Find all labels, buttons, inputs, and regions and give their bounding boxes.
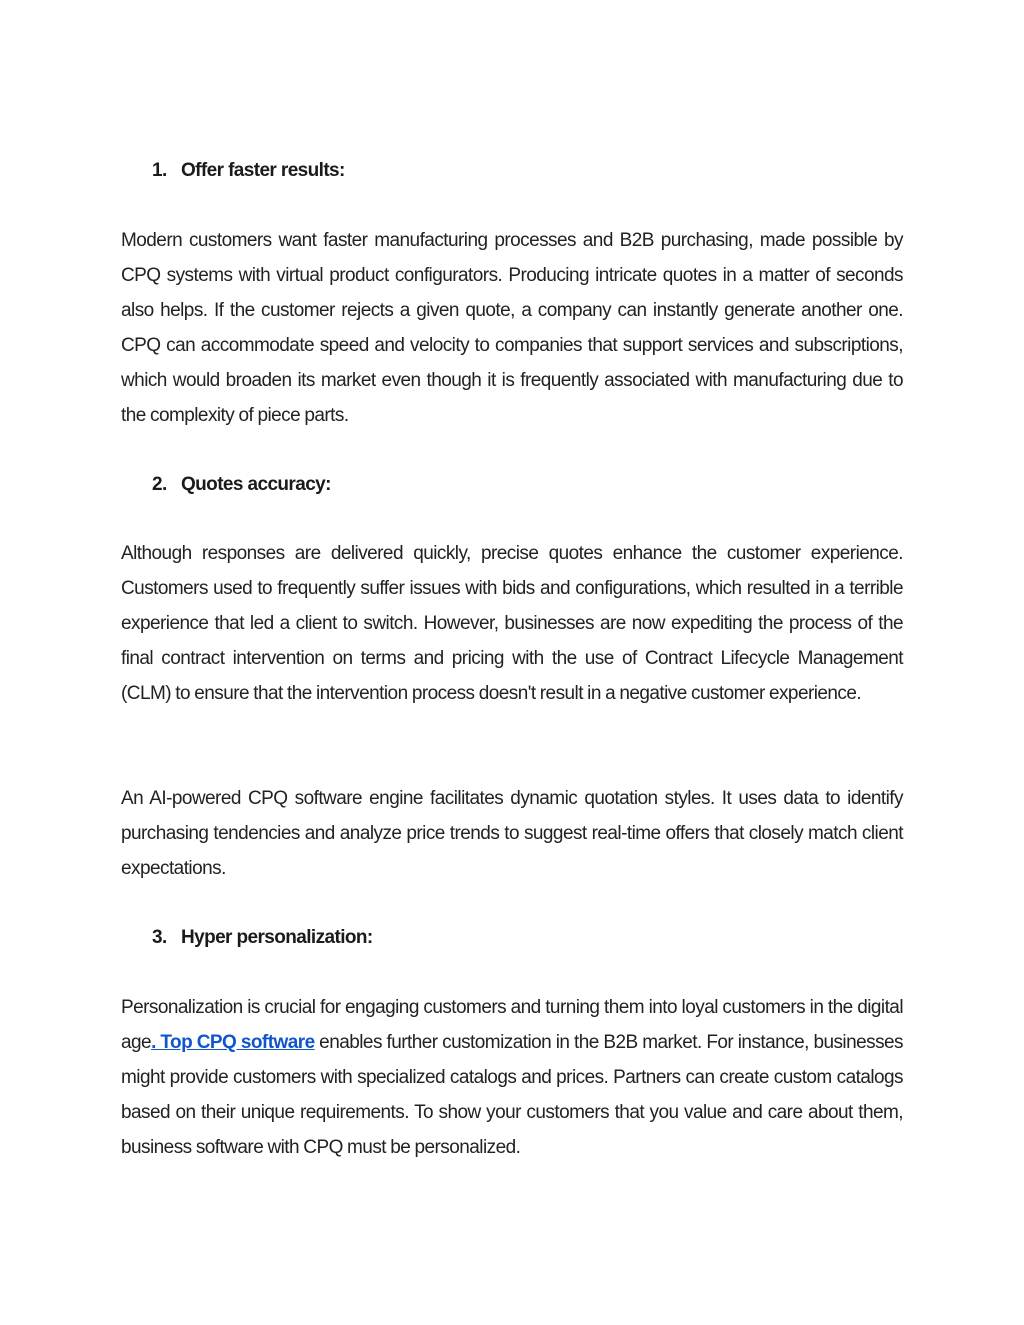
section-1-heading	[152, 157, 345, 185]
section-2-paragraph-2: An AI-powered CPQ software engine facilitates dynamic quotation styles. It uses data to identify purchasing tendencies and analyze price trends to suggest real-time offers that closely match client expectations.	[121, 788, 903, 879]
section-3-heading	[152, 924, 373, 952]
section-1-paragraph: Modern customers want faster manufacturing processes and B2B purchasing, made possible by CPQ systems with virtual product configurators. Producing intricate quotes in a matter of seconds also helps. If the customer rejects a given quote, a company can instantly generate another one. CPQ can accommodate speed and velocity to companies that support services and subscriptions, which would broaden its market even though it is frequently associated with manufacturing due to the complexity of piece parts.	[121, 230, 903, 426]
section-1-number: 1.	[152, 160, 167, 181]
section-3-number: 3.	[152, 927, 167, 948]
section-3-title: Hyper personalization:	[181, 927, 373, 948]
section-3-paragraph	[121, 991, 903, 1166]
section-3-text-after-link: enables further customization in the B2B market. For instance, businesses might provide customers with specialized catalogs and prices. Partners can create custom catalogs based on their unique requirements. To show your customers that you value and care about them, business software with CPQ must be personalized.	[121, 1031, 904, 1158]
section-1-title: Offer faster results:	[181, 160, 345, 181]
section-2-paragraph-1: Although responses are delivered quickly, precise quotes enhance the customer experience. Customers used to frequently suffer issues with bids and configurations, which resulted in a terrible experience that led a client to switch. However, businesses are now expediting the process of the final contract intervention on terms and pricing with the use of Contract Lifecycle Management (CLM) to ensure that the intervention process doesn't result in a negative customer experience.	[121, 543, 903, 704]
section-2-heading	[152, 471, 331, 499]
section-3-text-before-link: Personalization is crucial for engaging customers and turning them into loyal customers in the digital age	[121, 997, 903, 1053]
section-2-title: Quotes accuracy:	[181, 474, 331, 495]
top-cpq-software-link[interactable]: . Top CPQ software	[151, 1031, 315, 1053]
section-2-number: 2.	[152, 474, 167, 495]
